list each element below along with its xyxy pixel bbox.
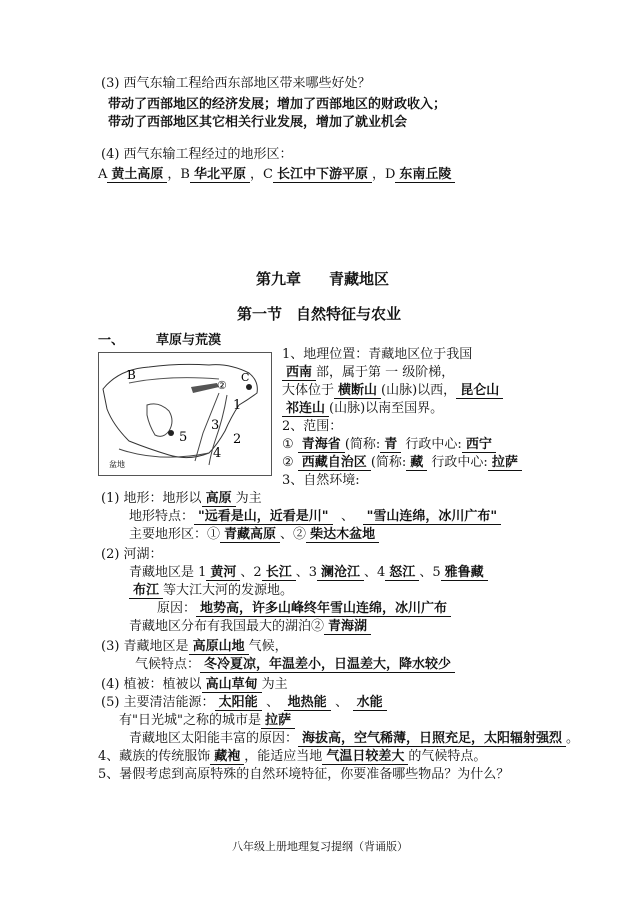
terrain-label: (1) 地形：地形以 (101, 491, 202, 506)
circle-2: ② (282, 455, 294, 470)
q4-answers (98, 166, 455, 184)
landform-num-1: ① (207, 527, 221, 542)
vegetation-suffix: 为主 (261, 677, 288, 692)
part-number: 一、 (98, 333, 125, 348)
section-name: 自然特征与农业 (296, 305, 402, 323)
map-label-1: 1 (233, 398, 242, 413)
terrain-feature-1: "远看是山，近看是川" (194, 509, 333, 525)
climate-feature-label: 气候特点： (135, 657, 201, 672)
xining-answer: 西宁 (462, 437, 496, 453)
q4-c-answer: 长江中下游平原 (273, 167, 372, 183)
energy-line-1 (101, 694, 387, 712)
rivers-reason (157, 600, 451, 618)
q4-b-answer: 华北平原 (190, 167, 250, 183)
energy-answer-2: 地热能 (284, 695, 331, 711)
geo-position-text: 部，属于第 一 级阶梯， (316, 365, 455, 380)
climate-feature-answer: 冬冷夏凉，年温差小，日温差大，降水较少 (200, 657, 455, 673)
terrain-suffix: 为主 (235, 491, 262, 506)
climate-answer: 高原山地 (189, 639, 249, 655)
lakes-heading: (2) 河湖： (101, 547, 163, 562)
energy-sep-1: 、 (266, 695, 280, 710)
q3-answer-1: 带动了西部地区的经济发展；增加了西部地区的财政收入； (108, 97, 447, 112)
map-label-5: 5 (179, 430, 188, 445)
q3-question: (3) 西气东输工程给西东部地区带来哪些好处？ (101, 76, 371, 91)
vegetation-label: (4) 植被：植被以 (101, 677, 202, 692)
q4-b-label: ，B (167, 167, 190, 182)
rivers-source-text: 等大江大河的发源地。 (163, 583, 294, 598)
dress-label: 4、藏族的传统服饰 (98, 749, 211, 764)
map-drawing (99, 353, 271, 475)
xining-dot (246, 384, 252, 390)
sun-city-answer: 拉萨 (261, 713, 295, 729)
q4-c-label: ，C (249, 167, 273, 182)
terrain-feature-2: "雪山连绵，冰川广布" (363, 509, 502, 525)
q4-question: (4) 西气东输工程经过的地形区： (101, 147, 293, 162)
terrain-answer: 高原 (202, 491, 236, 507)
map-label-4: 4 (213, 446, 222, 461)
river-answer-5a: 雅鲁藏 (441, 565, 488, 581)
geo-l3-text: 大体位于 (282, 383, 335, 398)
xizang-answer: 西藏自治区 (298, 455, 371, 471)
qilian-answer: 祁连山 (282, 401, 329, 417)
climate-suffix: 气候， (248, 639, 288, 654)
energy-answer-3: 水能 (353, 695, 387, 711)
lhasa-answer: 拉萨 (488, 455, 522, 471)
map-label-3: 3 (211, 418, 220, 433)
river-answer-5b: 布江 (129, 583, 163, 599)
energy-line-2 (119, 712, 295, 730)
q4-a-answer: 黄土高原 (107, 167, 167, 183)
geo-l4-text: (山脉)以南至国界。 (329, 401, 444, 416)
section-number: 第一节 (237, 305, 283, 323)
solar-reason-answer: 海拔高，空气稀薄，日照充足，太阳辐射强烈 (298, 731, 566, 747)
q4-d-answer: 东南丘陵 (395, 167, 455, 183)
reason-answer: 地势高，许多山峰终年雪山连绵，冰川广布 (196, 601, 451, 617)
energy-label: (5) 主要清洁能源： (101, 695, 215, 710)
abbr-label-1: (简称: (344, 437, 381, 452)
river-num-2: 、2 (240, 565, 262, 580)
terrain-line-2 (129, 508, 501, 526)
scope-xizang (282, 454, 522, 472)
lake-label: 青藏地区分布有我国最大的湖泊② (129, 619, 325, 634)
environment-heading: 3、自然环境: (282, 473, 360, 488)
solar-reason-label: 青藏地区太阳能丰富的原因： (129, 731, 299, 746)
climate-label: (3) 青藏地区是 (101, 639, 189, 654)
river-source-area (147, 404, 172, 436)
lhasa-dot (168, 430, 174, 436)
lake-line (129, 618, 371, 636)
geo-line-1: 1、地理位置：青藏地区位于我国 (282, 347, 473, 362)
vegetation-line (101, 676, 288, 694)
energy-line-3 (129, 730, 579, 748)
kunlun-line (129, 378, 219, 383)
dress-climate-answer: 气温日较差大 (322, 749, 408, 765)
river-answer-3: 澜沧江 (317, 565, 364, 581)
geo-l3-mid: (山脉)以西， (381, 383, 457, 398)
solar-reason-end: 。 (566, 731, 580, 746)
dress-end: 的气候特点。 (408, 749, 487, 764)
map-label-c: C (241, 371, 250, 384)
terrain-sep: 、 (341, 509, 355, 524)
part-heading (98, 332, 221, 350)
climate-line-2 (135, 656, 455, 674)
dress-line (98, 748, 486, 766)
kunlun-answer: 昆仑山 (456, 383, 503, 399)
river-num-3: 、3 (295, 565, 317, 580)
chapter-name: 青藏地区 (329, 270, 390, 288)
qinghai-tibet-map (98, 352, 272, 476)
q3-answer-2: 带动了西部地区其它相关行业发展，增加了就业机会 (108, 115, 408, 130)
q5-question: 5、暑假考虑到高原特殊的自然环境特征，你要准备哪些物品？为什么？ (98, 767, 510, 782)
capital-label-1: 行政中心: (405, 437, 462, 452)
rivers-line-2 (129, 582, 293, 600)
terrain-line-3 (129, 526, 379, 544)
capital-label-2: 行政中心: (431, 455, 488, 470)
map-legend-basin: 盆地 (109, 460, 125, 469)
hengduan-answer: 横断山 (334, 383, 381, 399)
chapter-number: 第九章 (256, 270, 302, 288)
vegetation-answer: 高山草甸 (202, 677, 262, 693)
geo-line-2 (282, 364, 454, 382)
zang-abbr-answer: 藏 (406, 455, 427, 471)
chapter-heading (256, 270, 389, 288)
dress-mid: ，能适应当地 (244, 749, 323, 764)
geo-line-3 (282, 382, 503, 400)
energy-sep-2: 、 (335, 695, 349, 710)
map-label-b: B (127, 368, 136, 382)
scope-qinghai (282, 436, 496, 454)
river-num-5: 、5 (419, 565, 441, 580)
climate-line-1 (101, 638, 288, 656)
river-num-4: 、4 (364, 565, 386, 580)
q4-d-label: ，D (371, 167, 396, 182)
part-title: 草原与荒漠 (156, 333, 222, 348)
section-heading (237, 305, 401, 323)
rivers-label: 青藏地区是 1 (129, 565, 207, 580)
qinghai-answer: 青海省 (298, 437, 345, 453)
abbr-label-2: (简称: (370, 455, 407, 470)
map-label-circle2: ② (217, 379, 227, 392)
dress-answer: 藏袍 (210, 749, 244, 765)
landform-answer-2: 柴达木盆地 (306, 527, 379, 543)
river-answer-2: 长江 (262, 565, 296, 581)
circle-1: ① (282, 437, 294, 452)
landform-answer-1: 青藏高原 (220, 527, 280, 543)
landform-num-2: 、② (280, 527, 307, 542)
geo-position-answer: 西南 (282, 365, 316, 381)
river-answer-4: 怒江 (385, 565, 419, 581)
rivers-line (129, 564, 488, 582)
scope-heading: 2、范围： (282, 419, 343, 434)
reason-label: 原因： (157, 601, 197, 616)
qing-abbr-answer: 青 (380, 437, 401, 453)
page-footer: 八年级上册地理复习提纲（背诵版） (232, 840, 408, 853)
river-answer-1: 黄河 (206, 565, 240, 581)
landform-label: 主要地形区： (129, 527, 208, 542)
terrain-line-1 (101, 490, 262, 508)
lake-answer: 青海湖 (324, 619, 371, 635)
q4-a-label: A (98, 167, 108, 182)
geo-line-4 (282, 400, 443, 418)
energy-answer-1: 太阳能 (215, 695, 262, 711)
qaidam-basin-shape (191, 383, 219, 393)
terrain-feature-label: 地形特点： (129, 509, 195, 524)
sun-city-label: 有"日光城"之称的城市是 (119, 713, 261, 728)
map-label-2: 2 (233, 432, 242, 447)
